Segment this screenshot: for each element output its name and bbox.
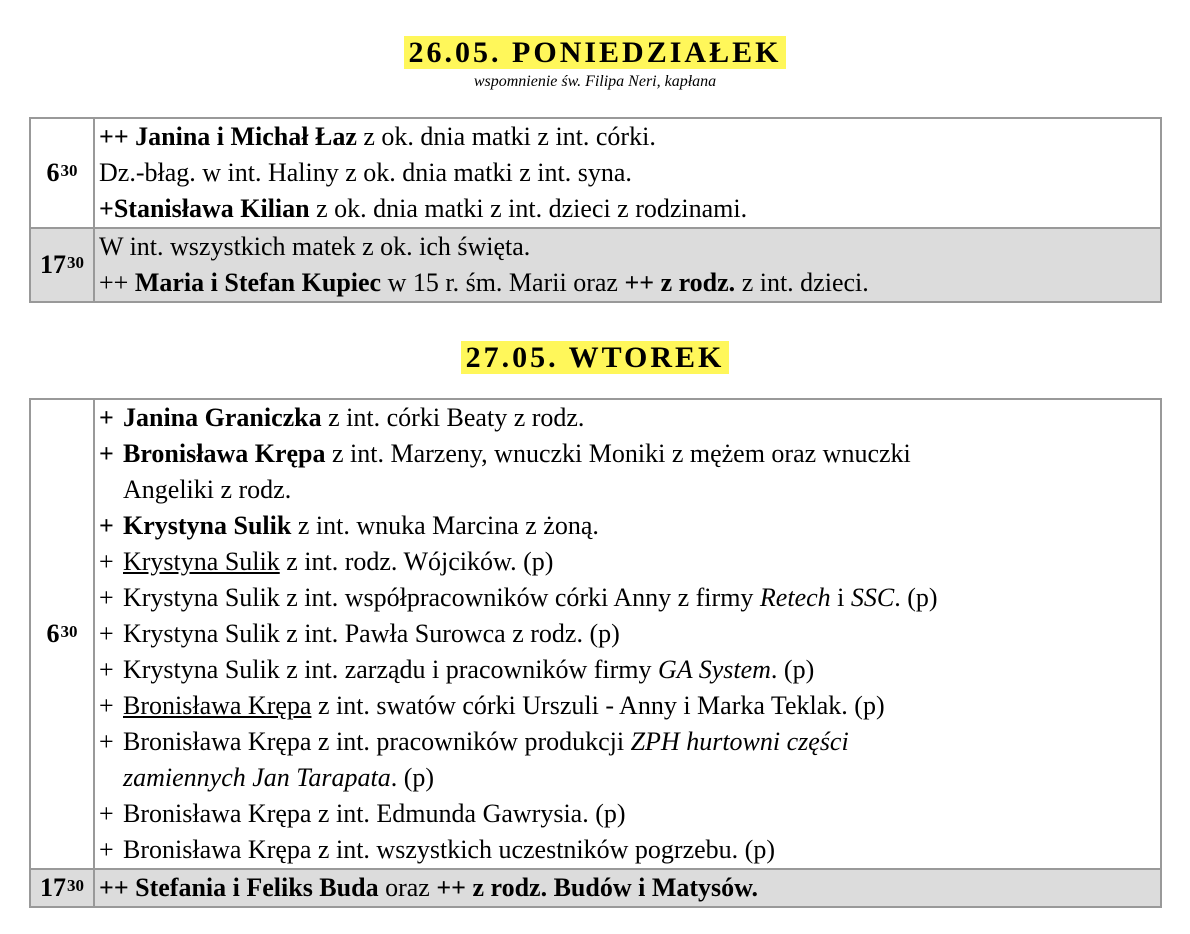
intention-line: + Krystyna Sulik z int. rodz. Wójcików. (p) (99, 547, 554, 576)
intention-line: + Krystyna Sulik z int. wnuka Marcina z żoną. (99, 511, 599, 540)
intentions-cell (94, 399, 1161, 869)
mass-time: $6^{30}$ (30, 399, 94, 869)
intention-line: ++ Janina i Michał Łaz z ok. dnia matki z int. córki. (99, 122, 656, 151)
schedule-table-monday (29, 117, 1162, 303)
intention-line: Dz.-błag. w int. Haliny z ok. dnia matki z int. syna. (99, 158, 632, 187)
intention-line: + Krystyna Sulik z int. zarządu i pracowników firmy GA System. (p) (99, 655, 815, 684)
intention-line: + Bronisława Krępa z int. wszystkich uczestników pogrzebu. (p) (99, 835, 775, 864)
schedule-table-tuesday (29, 398, 1162, 908)
intention-line: ++ Stefania i Feliks Buda oraz ++ z rodz. Budów i Matysów. (99, 873, 758, 902)
intention-line: + Janina Graniczka z int. córki Beaty z rodz. (99, 403, 585, 432)
intention-line-continued: zamiennych Jan Tarapata. (p) (123, 763, 435, 792)
mass-row (30, 118, 1161, 228)
intention-line: + Krystyna Sulik z int. współpracowników córki Anny z firmy Retech i SSC. (p) (99, 583, 938, 612)
day-title-text: 26.05. PONIEDZIAŁEK (404, 36, 787, 69)
mass-time: $6^{30}$ (30, 118, 94, 228)
day-title-tuesday (0, 340, 1190, 376)
intentions-cell (94, 118, 1161, 228)
intention-line: + Bronisława Krępa z int. Edmunda Gawrysia. (p) (99, 799, 626, 828)
intention-line: + Bronisława Krępa z int. swatów córki Urszuli - Anny i Marka Teklak. (p) (99, 691, 885, 720)
intention-line: +Stanisława Kilian z ok. dnia matki z int. dzieci z rodzinami. (99, 194, 748, 223)
mass-row (30, 869, 1161, 907)
intentions-cell (94, 228, 1161, 302)
intention-line: + Bronisława Krępa z int. pracowników produkcji ZPH hurtowni części (99, 727, 849, 756)
mass-row (30, 228, 1161, 302)
intention-line-continued: Angeliki z rodz. (123, 475, 292, 504)
intention-line: ++ Maria i Stefan Kupiec w 15 r. śm. Marii oraz ++ z rodz. z int. dzieci. (99, 268, 869, 297)
mass-time: $17^{30}$ (30, 228, 94, 302)
feast-subtitle: wspomnienie św. Filipa Neri, kapłana (473, 73, 717, 90)
intention-line: + Bronisława Krępa z int. Marzeny, wnuczki Moniki z mężem oraz wnuczki (99, 439, 911, 468)
day-title-text: 27.05. WTOREK (461, 341, 730, 374)
intentions-cell (94, 869, 1161, 907)
mass-time: $17^{30}$ (30, 869, 94, 907)
mass-row (30, 399, 1161, 869)
intention-line: + Krystyna Sulik z int. Pawła Surowca z rodz. (p) (99, 619, 620, 648)
day-title-monday (0, 35, 1190, 71)
intention-line: W int. wszystkich matek z ok. ich święta. (99, 232, 531, 261)
